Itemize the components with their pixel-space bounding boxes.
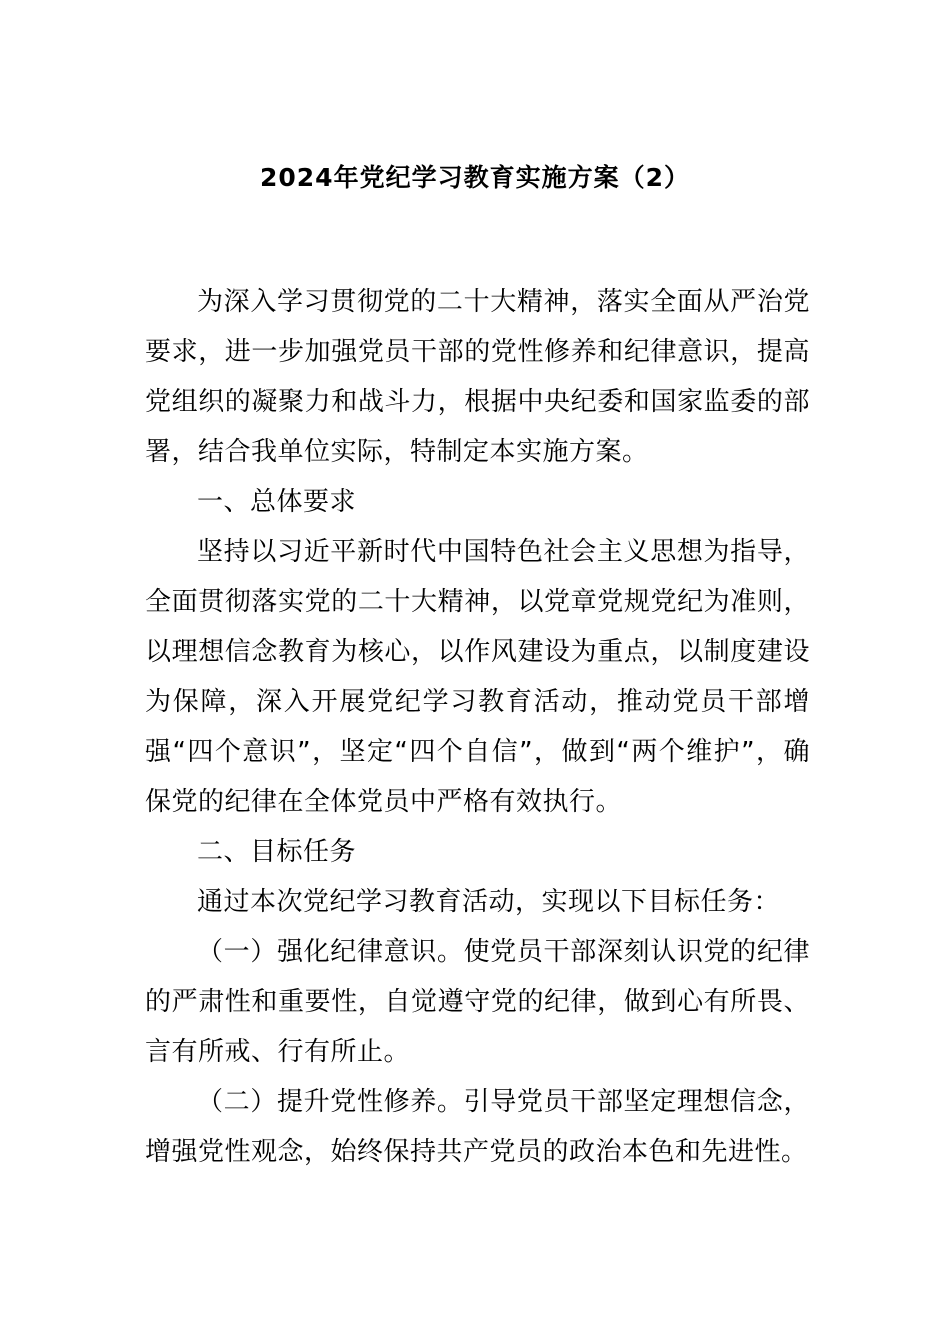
- goal-item-1: （一）强化纪律意识。使党员干部深刻认识党的纪律的严肃性和重要性，自觉遵守党的纪律，做到心有所畏、言有所戒、行有所止。: [145, 937, 810, 1067]
- document-title: 2024年党纪学习教育实施方案（2）: [260, 163, 690, 192]
- intro-paragraph: 为深入学习贯彻党的二十大精神，落实全面从严治党要求，进一步加强党员干部的党性修养和纪律意识，提高党组织的凝聚力和战斗力，根据中央纪委和国家监委的部署，结合我单位实际，特制定本实施方案。: [145, 287, 810, 467]
- goals-intro-paragraph: 通过本次党纪学习教育活动，实现以下目标任务：: [197, 887, 781, 917]
- goal-item-2: （二）提升党性修养。引导党员干部坚定理想信念，增强党性观念，始终保持共产党员的政治本色和先进性。: [145, 1087, 810, 1167]
- document-body: [145, 277, 810, 1177]
- general-requirements-paragraph: 坚持以习近平新时代中国特色社会主义思想为指导，全面贯彻落实党的二十大精神，以党章党规党纪为准则，以理想信念教育为核心，以作风建设为重点，以制度建设为保障，深入开展党纪学习教育活动，推动党员干部增强“四个意识”，坚定“四个自信”，做到“两个维护”，确保党的纪律在全体党员中严格有效执行。: [145, 537, 810, 817]
- section-heading-general-requirements: 一、总体要求: [197, 487, 357, 517]
- section-heading-goals-tasks: 二、目标任务: [197, 837, 357, 867]
